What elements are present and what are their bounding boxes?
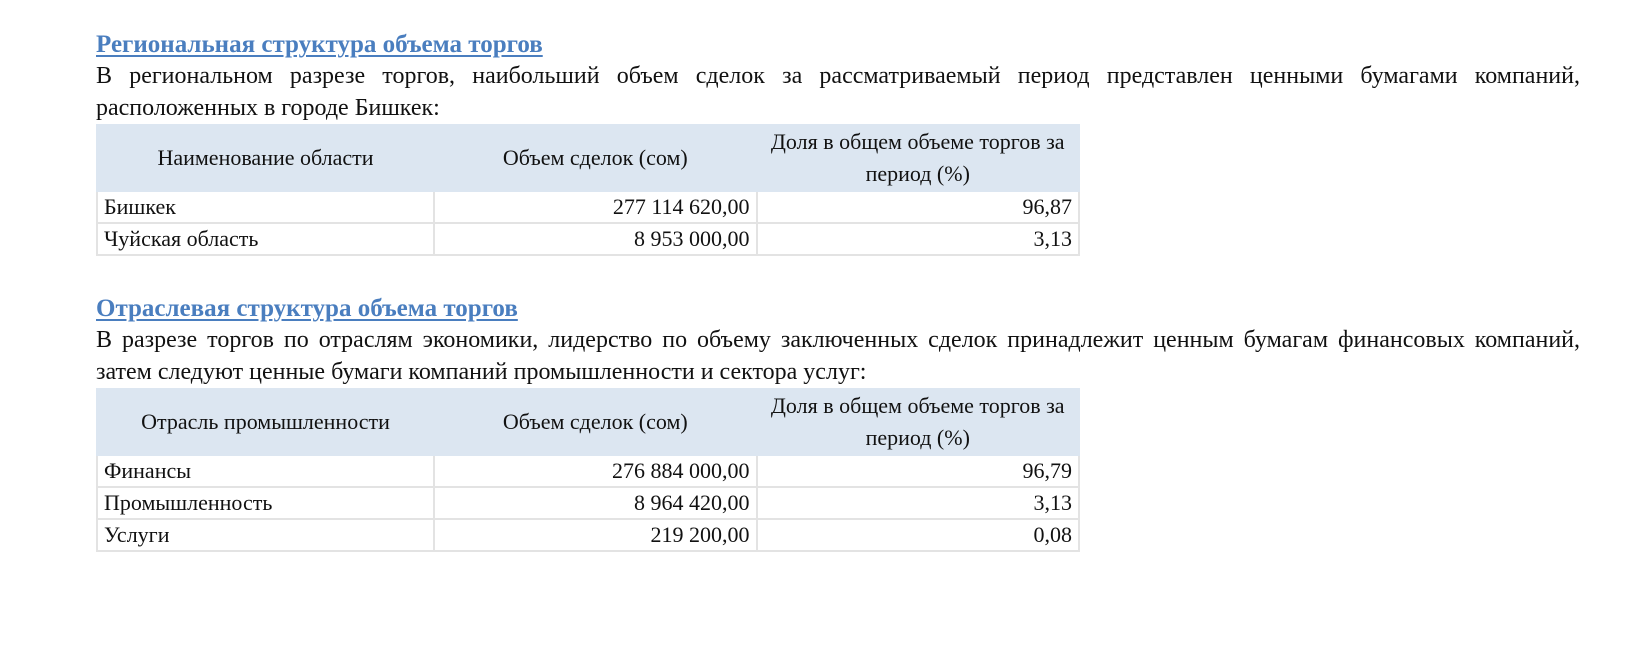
row-share: 96,79 bbox=[757, 455, 1080, 487]
section-spacer bbox=[96, 256, 1580, 294]
row-name: Чуйская область bbox=[97, 223, 434, 255]
row-name: Финансы bbox=[97, 455, 434, 487]
row-share: 0,08 bbox=[757, 519, 1080, 551]
row-name: Бишкек bbox=[97, 191, 434, 223]
column-header-share: Доля в общем объеме торгов за период (%) bbox=[757, 389, 1080, 455]
table-row bbox=[97, 223, 1079, 255]
row-volume: 8 953 000,00 bbox=[434, 223, 756, 255]
table-header-row bbox=[97, 389, 1079, 455]
table-row bbox=[97, 519, 1079, 551]
table-row bbox=[97, 487, 1079, 519]
table-row bbox=[97, 455, 1079, 487]
row-share: 3,13 bbox=[757, 487, 1080, 519]
row-volume: 219 200,00 bbox=[434, 519, 756, 551]
document-page bbox=[96, 30, 1580, 552]
column-header-volume: Объем сделок (сом) bbox=[434, 389, 756, 455]
column-header-share: Доля в общем объеме торгов за период (%) bbox=[757, 125, 1080, 191]
row-volume: 8 964 420,00 bbox=[434, 487, 756, 519]
column-header-volume: Объем сделок (сом) bbox=[434, 125, 756, 191]
sector-section-title: Отраслевая структура объема торгов bbox=[96, 295, 518, 322]
row-volume: 277 114 620,00 bbox=[434, 191, 756, 223]
sector-paragraph: В разрезе торгов по отраслям экономики, лидерство по объему заключенных сделок принадлежит ценным бумагам финансовых компаний, затем следуют ценные бумаги компаний промышленности и сектора услуг: bbox=[96, 327, 1580, 385]
sector-table bbox=[96, 388, 1080, 552]
column-header-sector: Отрасль промышленности bbox=[97, 389, 434, 455]
row-share: 96,87 bbox=[757, 191, 1080, 223]
row-share: 3,13 bbox=[757, 223, 1080, 255]
row-name: Услуги bbox=[97, 519, 434, 551]
row-name: Промышленность bbox=[97, 487, 434, 519]
regional-table bbox=[96, 124, 1080, 256]
regional-paragraph: В региональном разрезе торгов, наибольший объем сделок за рассматриваемый период представлен ценными бумагами компаний, расположенных в городе Бишкек: bbox=[96, 63, 1580, 121]
table-header-row bbox=[97, 125, 1079, 191]
regional-section-title: Региональная структура объема торгов bbox=[96, 31, 543, 58]
row-volume: 276 884 000,00 bbox=[434, 455, 756, 487]
table-row bbox=[97, 191, 1079, 223]
column-header-region: Наименование области bbox=[97, 125, 434, 191]
